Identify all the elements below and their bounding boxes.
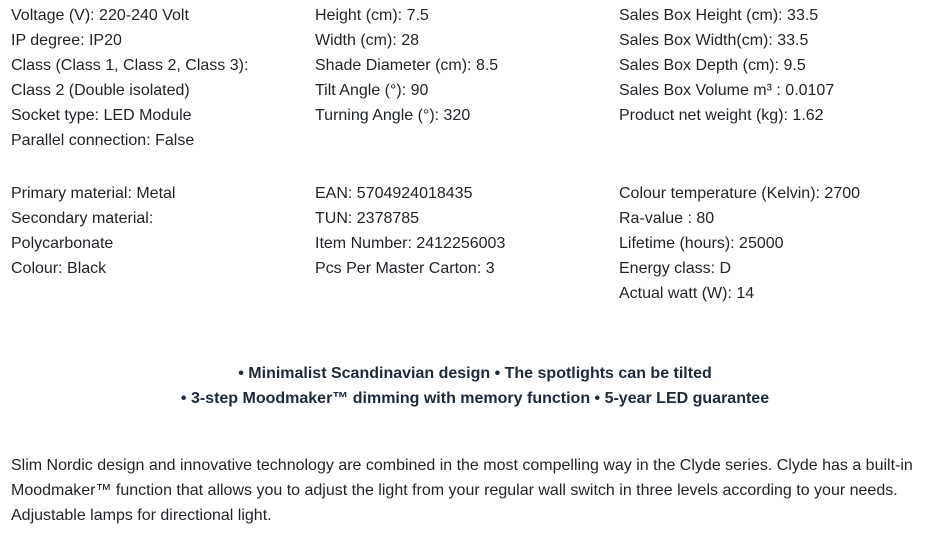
spec-width: Width (cm): 28 [315, 32, 420, 49]
spec-tun: TUN: 2378785 [315, 210, 420, 227]
specs-column-dimensions [315, 3, 610, 281]
spec-socket-type: Socket type: LED Module [11, 107, 192, 124]
feature-line: • 3-step Moodmaker™ dimming with memory function • 5-year LED guarantee [180, 390, 770, 407]
spacer [315, 128, 610, 153]
description-line: Slim Nordic design and innovative technology are combined in the most compelling way in the Clyde series. Clyde has a built-in [11, 457, 913, 474]
spec-colour-temperature: Colour temperature (Kelvin): 2700 [619, 185, 861, 202]
spec-class-value: Class 2 (Double isolated) [11, 82, 190, 99]
spec-pcs-per-carton: Pcs Per Master Carton: 3 [315, 260, 495, 277]
feature-highlights [0, 361, 950, 411]
spec-ra-value: Ra-value : 80 [619, 210, 715, 227]
spacer [11, 153, 301, 181]
specs-column-electrical [11, 3, 301, 281]
spec-class-label: Class (Class 1, Class 2, Class 3): [11, 57, 249, 74]
description-line: Moodmaker™ function that allows you to adjust the light from your regular wall switch in three levels according to your needs. [11, 482, 898, 499]
feature-line: • Minimalist Scandinavian design • The spotlights can be tilted [238, 365, 712, 382]
spec-lifetime: Lifetime (hours): 25000 [619, 235, 784, 252]
spec-sales-box-width: Sales Box Width(cm): 33.5 [619, 32, 809, 49]
spacer [619, 128, 949, 153]
spec-sales-box-height: Sales Box Height (cm): 33.5 [619, 7, 819, 24]
spec-parallel-connection: Parallel connection: False [11, 132, 195, 149]
description-line: Adjustable lamps for directional light. [11, 507, 272, 524]
spec-height: Height (cm): 7.5 [315, 7, 429, 24]
spec-tilt-angle: Tilt Angle (°): 90 [315, 82, 429, 99]
spec-net-weight: Product net weight (kg): 1.62 [619, 107, 824, 124]
product-description [11, 453, 950, 528]
spec-actual-watt: Actual watt (W): 14 [619, 285, 755, 302]
spacer [619, 153, 949, 181]
spacer [315, 153, 610, 181]
spec-primary-material: Primary material: Metal [11, 185, 176, 202]
spec-sales-box-depth: Sales Box Depth (cm): 9.5 [619, 57, 806, 74]
spec-sales-box-volume: Sales Box Volume m³ : 0.0107 [619, 82, 835, 99]
spec-voltage: Voltage (V): 220-240 Volt [11, 7, 189, 24]
spec-ip-degree: IP degree: IP20 [11, 32, 122, 49]
spec-secondary-material-value: Polycarbonate [11, 235, 114, 252]
spec-ean: EAN: 5704924018435 [315, 185, 473, 202]
spec-secondary-material-label: Secondary material: [11, 210, 154, 227]
spec-shade-diameter: Shade Diameter (cm): 8.5 [315, 57, 499, 74]
spec-energy-class: Energy class: D [619, 260, 732, 277]
spec-colour: Colour: Black [11, 260, 107, 277]
spec-item-number: Item Number: 2412256003 [315, 235, 506, 252]
spec-turning-angle: Turning Angle (°): 320 [315, 107, 471, 124]
specs-column-packaging [619, 3, 949, 306]
